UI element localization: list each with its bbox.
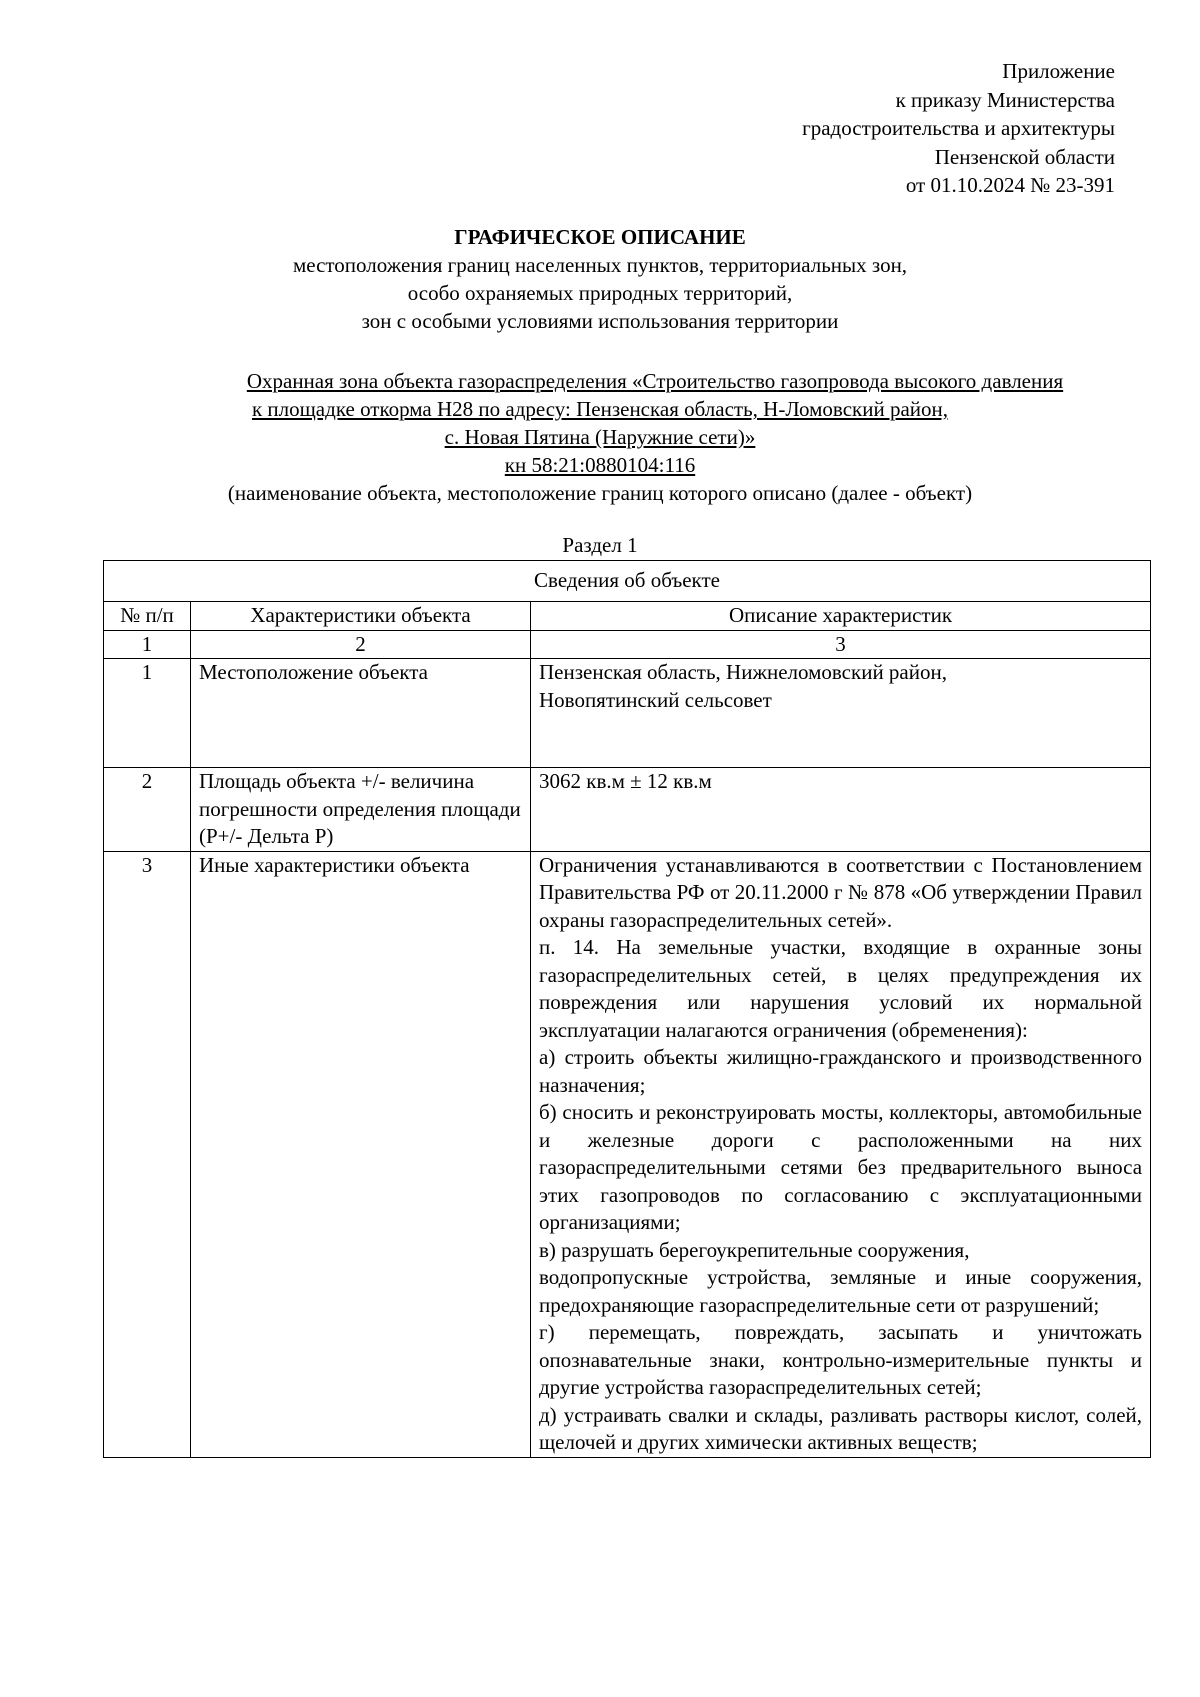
document-subtitle: местоположения границ населенных пунктов, территориальных зон, <box>292 253 908 277</box>
description-paragraph: п. 14. На земельные участки, входящие в охранные зоны газораспределительных сетей, в целях предупреждения их повреждения или нарушения условий их нормальной эксплуатации налагаются ограничения (обременения): <box>539 935 1143 1042</box>
description-paragraph: г) перемещать, повреждать, засыпать и уничтожать опознавательные знаки, контрольно-измерительные пункты и другие устройства газораспределительных сетей; <box>539 1320 1143 1399</box>
description-line: Новопятинский сельсовет <box>539 687 772 712</box>
column-number-row <box>104 630 1151 659</box>
document-subtitle: особо охраняемых природных территорий, <box>407 281 793 305</box>
column-header: Характеристики объекта <box>191 602 531 631</box>
row-number: 2 <box>104 768 191 852</box>
document-subtitle: зон с особыми условиями использования территории <box>361 309 839 333</box>
characteristic-name: Местоположение объекта <box>191 659 531 768</box>
object-name-line: к площадке откорма Н28 по адресу: Пензенская область, Н-Ломовский район, <box>251 397 949 421</box>
description-line: Пензенская область, Нижнеломовский район, <box>539 660 947 684</box>
appendix-line: к приказу Министерства <box>895 87 1115 112</box>
object-name-line: Охранная зона объекта газораспределения «Строительство газопровода высокого давления <box>246 369 1064 393</box>
table-caption: Сведения об объекте <box>104 561 1151 602</box>
column-number: 2 <box>191 630 531 659</box>
table-row <box>104 768 1151 852</box>
column-header: № п/п <box>104 602 191 631</box>
description-paragraph: д) устраивать свалки и склады, разливать растворы кислот, солей, щелочей и других химически активных веществ; <box>539 1402 1143 1454</box>
description-line: 3062 кв.м ± 12 кв.м <box>539 769 712 793</box>
row-number: 3 <box>104 851 191 1457</box>
description-paragraph: б) сносить и реконструировать мосты, коллекторы, автомобильные и железные дороги с расположенными на них газораспределительными сетями без предварительного выноса этих газопроводов по согласованию с эксплуатационными организациями; <box>539 1100 1143 1234</box>
row-number: 1 <box>104 659 191 768</box>
characteristic-description <box>531 768 1151 852</box>
appendix-header <box>695 57 1115 200</box>
characteristic-description <box>531 659 1151 768</box>
appendix-line: Приложение <box>1002 59 1115 83</box>
table-header-row <box>104 602 1151 631</box>
section-heading: Раздел 1 <box>562 533 638 557</box>
description-paragraph: а) строить объекты жилищно-гражданского и производственного назначения; <box>539 1045 1143 1097</box>
description-paragraph: Ограничения устанавливаются в соответствии с Постановлением Правительства РФ от 20.11.2000 г № 878 «Об утверждении Правил охраны газораспределительных сетей». <box>539 852 1143 932</box>
appendix-date-number: от 01.10.2024 № 23-391 <box>905 173 1115 197</box>
characteristic-name: Площадь объекта +/- величина погрешности определения площади (Р+/- Дельта Р) <box>191 768 531 852</box>
object-name-block <box>80 367 1120 507</box>
table-row <box>104 851 1151 1457</box>
object-caption: (наименование объекта, местоположение границ которого описано (далее - объект) <box>227 481 973 505</box>
table-row <box>104 659 1151 768</box>
object-name-line: с. Новая Пятина (Наружние сети)» <box>444 425 756 449</box>
column-number: 1 <box>104 630 191 659</box>
appendix-line: градостроительства и архитектуры <box>802 116 1115 140</box>
cadastral-number: кн 58:21:0880104:116 <box>504 453 696 477</box>
description-paragraph: водопропускные устройства, земляные и иные сооружения, предохраняющие газораспределительные сети от разрушений; <box>539 1265 1143 1317</box>
document-title: ГРАФИЧЕСКОЕ ОПИСАНИЕ <box>454 225 746 249</box>
column-number: 3 <box>531 630 1151 659</box>
characteristic-description <box>531 851 1151 1457</box>
document-title-block <box>0 223 1200 335</box>
description-paragraph: в) разрушать берегоукрепительные сооружения, <box>539 1237 970 1262</box>
column-header: Описание характеристик <box>531 602 1151 631</box>
object-info-table <box>103 560 1151 1458</box>
characteristic-name: Иные характеристики объекта <box>191 851 531 1457</box>
appendix-line: Пензенской области <box>934 144 1115 169</box>
